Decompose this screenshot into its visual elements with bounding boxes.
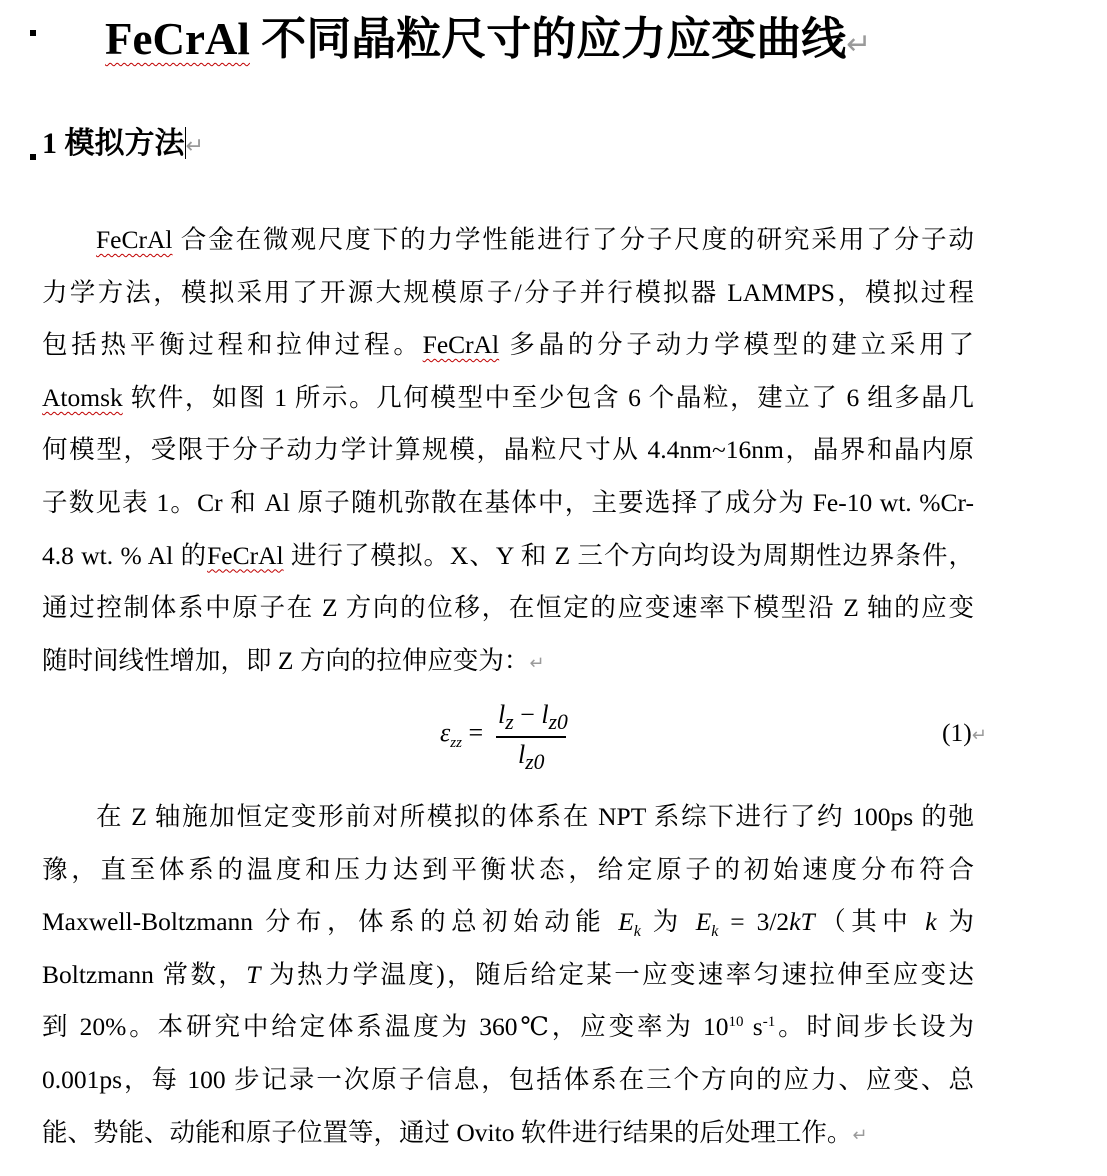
fraction-bar [496,736,566,738]
spellcheck-word: FeCrAl [422,330,500,360]
paragraph-line: 豫，直至体系的温度和压力达到平衡状态，给定原子的初始速度分布符合 [42,854,974,884]
paragraph-2[interactable] [42,791,974,1159]
spellcheck-word: FeCrAl [207,540,284,570]
paragraph-mark-icon: ↵ [846,27,872,62]
list-bullet-heading [30,154,36,160]
paragraph-line: Maxwell-Boltzmann 分布，体系的总初始动能 $E_k$ 为 $E_k = 3/2kT$（其中 k 为 [42,907,974,941]
section-heading[interactable] [42,118,204,162]
paragraph-mark-icon: ↵ [185,134,204,159]
title-chinese: 不同晶粒尺寸的应力应变曲线 [249,14,847,64]
section-heading-text: 1 模拟方法 [42,127,185,160]
list-bullet-title [30,30,36,36]
paragraph-line: 能、势能、动能和原子位置等，通过 Ovito 软件进行结果的后处理工作。↵ [42,1117,868,1147]
paragraph-line: 子数见表 1。Cr 和 Al 原子随机弥散在基体中，主要选择了成分为 Fe-10 wt. %Cr- [42,487,974,517]
equation-lhs: $\varepsilon_{zz}$ = [440,718,484,752]
equation-number: (1)↵ [942,718,987,747]
paragraph-1[interactable] [42,214,974,687]
paragraph-line: Atomsk 软件，如图 1 所示。几何模型中至少包含 6 个晶粒，建立了 6 组多晶几 [42,382,974,412]
paragraph-line: 0.001ps，每 100 步记录一次原子信息，包括体系在三个方向的应力、应变、总 [42,1064,974,1094]
spellcheck-word: FeCrAl [96,225,173,254]
paragraph-line: 何模型，受限于分子动力学计算规模，晶粒尺寸从 4.4nm~16nm，晶界和晶内原 [42,435,974,465]
paragraph-mark-icon: ↵ [971,725,987,746]
equation-denominator: $l_{z0}$ [518,740,545,775]
paragraph-line: 包括热平衡过程和拉伸过程。FeCrAl 多晶的分子动力学模型的建立采用了 [42,330,974,360]
equation-numerator: $l_z - l_{z0}$ [498,700,568,735]
paragraph-line: 力学方法，模拟采用了开源大规模原子/分子并行模拟器 LAMMPS，模拟过程 [42,277,974,307]
paragraph-line: 在 Z 轴施加恒定变形前对所模拟的体系在 NPT 系综下进行了约 100ps 的弛 [96,802,974,831]
paragraph-line: Boltzmann 常数，T 为热力学温度)，随后给定某一应变速率匀速拉伸至应变达 [42,959,974,989]
paragraph-mark-icon: ↵ [529,652,545,674]
paragraph-line: 通过控制体系中原子在 Z 方向的位移，在恒定的应变速率下模型沿 Z 轴的应变 [42,593,974,623]
spellcheck-word: Atomsk [42,382,123,412]
paragraph-mark-icon: ↵ [852,1124,868,1146]
paragraph-line: 随时间线性增加，即 Z 方向的拉伸应变为：↵ [42,645,545,675]
title-latin: FeCrAl [105,14,250,64]
document-title [105,2,871,67]
paragraph-line: FeCrAl 合金在微观尺度下的力学性能进行了分子尺度的研究采用了分子动 [96,225,974,254]
paragraph-line: 4.8 wt. % Al 的FeCrAl 进行了模拟。X、Y 和 Z 三个方向均设为周期性边界条件， [42,540,974,570]
paragraph-line: 到 20%。本研究中给定体系温度为 360℃，应变率为 $10^{10}$ $s^{-1}$。时间步长设为 [42,1012,974,1042]
